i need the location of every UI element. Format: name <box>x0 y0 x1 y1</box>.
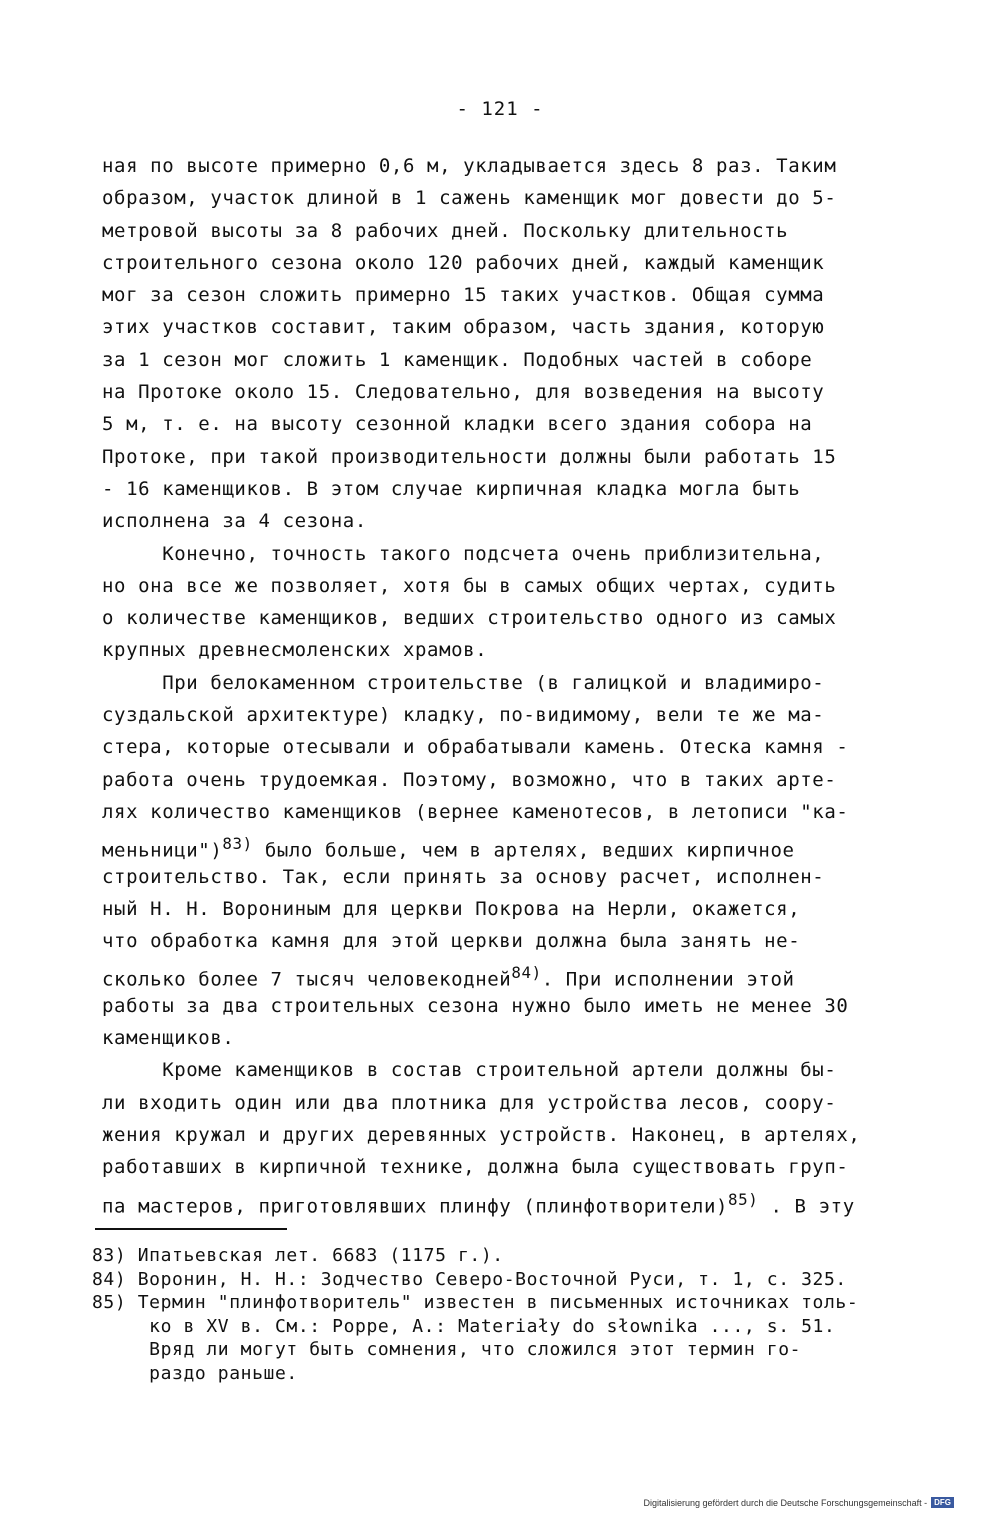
text-line: исполнена за 4 сезона. <box>102 510 367 533</box>
text-line: - 16 каменщиков. В этом случае кирпичная кладка могла быть <box>102 477 801 500</box>
footnote-line: Вряд ли могут быть сомнения, что сложился этот термин го- <box>92 1339 802 1360</box>
footnote-separator <box>95 1228 287 1230</box>
text-line: этих участков составит, таким образом, часть здания, которую <box>102 316 825 339</box>
text-line: метровой высоты за 8 рабочих дней. Поскольку длительность <box>102 219 789 242</box>
footnote-line: 85) Термин "плинфотворитель" известен в письменных источниках толь- <box>92 1292 859 1313</box>
text-line: стера, которые отесывали и обрабатывали камень. Отеска камня - <box>102 736 849 759</box>
page-number: - 121 - <box>456 98 544 120</box>
text-line: жения кружал и других деревянных устройств. Наконец, в артелях, <box>102 1123 861 1146</box>
text-fragment: . При исполнении этой <box>541 968 795 991</box>
footnote-ref-83: 83) <box>222 834 253 854</box>
credit-text: Digitalisierung gefördert durch die Deutsche Forschungsgemeinschaft - <box>643 1497 928 1508</box>
digitization-credit <box>643 1497 954 1508</box>
text-line: строительного сезона около 120 рабочих дней, каждый каменщик <box>102 251 825 274</box>
text-line-with-footnote-ref <box>102 828 902 860</box>
text-line: лях количество каменщиков (вернее каменотесов, в летописи "ка- <box>102 800 849 823</box>
text-line: каменщиков. <box>102 1027 235 1050</box>
text-line: ный Н. Н. Ворониным для церкви Покрова на Нерли, окажется, <box>102 897 801 920</box>
footnote-ref-84: 84) <box>511 963 542 983</box>
footnote-ref-85: 85) <box>728 1189 759 1209</box>
text-line: на Протоке около 15. Следовательно, для возведения на высоту <box>102 381 825 404</box>
text-fragment: сколько более 7 тысяч человекодней <box>102 968 512 991</box>
text-line-with-footnote-ref <box>102 957 902 989</box>
text-line: 5 м, т. е. на высоту сезонной кладки всего здания собора на <box>102 413 813 436</box>
text-line: ная по высоте примерно 0,6 м, укладывается здесь 8 раз. Таким <box>102 155 837 177</box>
text-fragment: меньници") <box>102 839 223 862</box>
text-fragment: было больше, чем в артелях, ведших кирпичное <box>252 839 795 862</box>
text-line: о количестве каменщиков, ведших строительство одного из самых <box>102 607 837 630</box>
footnote-line: 84) Воронин, Н. Н.: Зодчество Северо-Восточной Руси, т. 1, с. 325. <box>92 1268 847 1290</box>
text-line: образом, участок длиной в 1 сажень каменщик мог довести до 5- <box>102 187 837 210</box>
text-line: Конечно, точность такого подсчета очень приблизительна, <box>102 542 825 565</box>
text-line: Протоке, при такой производительности должны были работать 15 <box>102 445 837 468</box>
body-text <box>102 150 902 1216</box>
text-line: мог за сезон сложить примерно 15 таких участков. Общая сумма <box>102 284 825 307</box>
text-line: что обработка камня для этой церкви должна была занять не- <box>102 930 801 953</box>
footnotes <box>92 1244 922 1385</box>
text-line: работы за два строительных сезона нужно было иметь не менее 30 <box>102 994 849 1017</box>
text-line: суздальской архитектуре) кладку, по-видимому, вели те же ма- <box>102 704 825 727</box>
text-line: за 1 сезон мог сложить 1 каменщик. Подобных частей в соборе <box>102 348 813 371</box>
footnote-line: раздо раньше. <box>92 1362 298 1384</box>
text-line: При белокаменном строительстве (в галицкой и владимиро- <box>102 671 825 694</box>
text-line: работа очень трудоемкая. Поэтому, возможно, что в таких арте- <box>102 768 837 791</box>
text-fragment: па мастеров, приготовлявших плинфу (плинфотворители) <box>102 1194 729 1217</box>
text-line: крупных древнесмоленских храмов. <box>102 639 488 662</box>
dfg-logo: DFG <box>931 1497 954 1508</box>
footnote-line: 83) Ипатьевская лет. 6683 (1175 г.). <box>92 1245 504 1266</box>
text-line: но она все же позволяет, хотя бы в самых общих чертах, судить <box>102 574 837 597</box>
text-line: ли входить один или два плотника для устройства лесов, соору- <box>102 1091 837 1114</box>
text-fragment: . В эту <box>758 1194 855 1217</box>
text-line: Кроме каменщиков в состав строительной артели должны бы- <box>102 1059 837 1082</box>
text-line-with-footnote-ref <box>102 1184 902 1216</box>
text-line: строительство. Так, если принять за основу расчет, исполнен- <box>102 865 825 888</box>
text-line: работавших в кирпичной технике, должна была существовать груп- <box>102 1156 849 1179</box>
footnote-line: ко в XV в. См.: Poppe, A.: Materiały do słownika ..., s. 51. <box>92 1315 836 1337</box>
